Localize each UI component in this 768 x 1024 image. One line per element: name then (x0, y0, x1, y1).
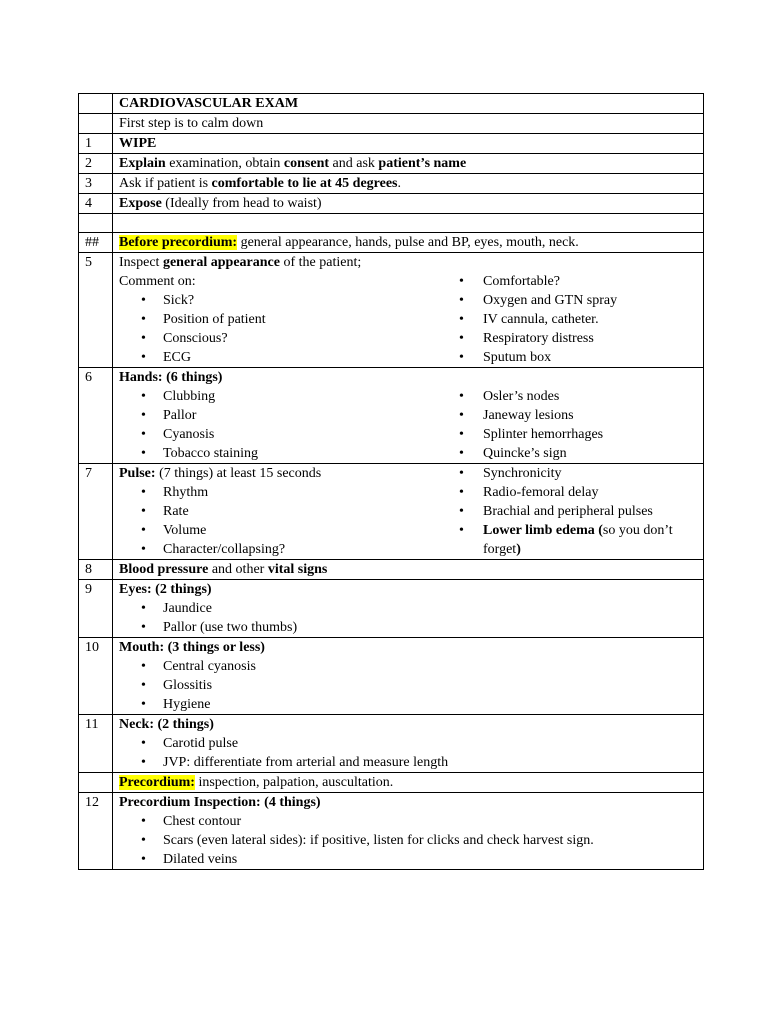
list-item: • ECG (119, 348, 459, 367)
row-number: 2 (79, 154, 113, 174)
list-item: • Volume (119, 521, 459, 540)
table-row (79, 773, 704, 793)
list-item: • Tobacco staining (119, 444, 459, 463)
list-item: • Janeway lesions (459, 406, 697, 425)
table-row (79, 194, 704, 214)
list-item: • Quincke’s sign (459, 444, 697, 463)
step-eyes: Eyes: (2 things) • Jaundice • Pallor (use two thumbs) (113, 580, 704, 638)
bullet-list (119, 812, 697, 869)
exam-table (78, 93, 704, 870)
exam-document (78, 93, 699, 870)
row-number: 10 (79, 638, 113, 715)
list-item: • Rhythm (119, 483, 459, 502)
table-row (79, 560, 704, 580)
list-item: • Scars (even lateral sides): if positive, listen for clicks and check harvest sign. (119, 831, 697, 850)
step-hands: Hands: (6 things) • Clubbing • Pallor • Cyanosis • Tobacco staining • Osler’s nodes • Janeway lesions • Splinter hemorrhages • Quincke’s sign (113, 368, 704, 464)
bullet-list (119, 734, 697, 772)
table-row (79, 114, 704, 134)
list-item: • Oxygen and GTN spray (459, 291, 697, 310)
list-item: • Chest contour (119, 812, 697, 831)
list-item: • IV cannula, catheter. (459, 310, 697, 329)
table-row (79, 580, 704, 638)
list-item: • Pallor (use two thumbs) (119, 618, 697, 637)
row-number: 6 (79, 368, 113, 464)
table-row (79, 233, 704, 253)
list-item: • Conscious? (119, 329, 459, 348)
bullet-list (119, 657, 697, 714)
table-row (79, 715, 704, 773)
step-position: Ask if patient is comfortable to lie at 45 degrees. (113, 174, 704, 194)
list-item: • Cyanosis (119, 425, 459, 444)
list-item: • Central cyanosis (119, 657, 697, 676)
step-precordium-inspection: Precordium Inspection: (4 things) • Chest contour • Scars (even lateral sides): if positive, listen for clicks and check harvest sign. • Dilated veins (113, 793, 704, 870)
bullet-list (119, 291, 459, 367)
step-pulse: Pulse: (7 things) at least 15 seconds • Rhythm • Rate • Volume • Character/collapsing? • Synchronicity • Radio-femoral delay • Brachial and peripheral pulses • Lower limb edema (so you don’t forget) (113, 464, 704, 560)
list-item: • Rate (119, 502, 459, 521)
list-item: • JVP: differentiate from arterial and measure length (119, 753, 697, 772)
row-number: 1 (79, 134, 113, 154)
list-item: • Jaundice (119, 599, 697, 618)
row-number: 7 (79, 464, 113, 560)
table-row (79, 464, 704, 560)
step-wipe: WIPE (119, 136, 157, 151)
step-general-appearance: Inspect general appearance of the patient; Comment on: • Sick? • Position of patient • Conscious? • ECG • Comfortable? • Oxygen and GTN spray • IV cannula, catheter. • Respiratory distress • Sputum box (113, 253, 704, 368)
table-row (79, 368, 704, 464)
list-item: • Dilated veins (119, 850, 697, 869)
row-number: ## (79, 233, 113, 253)
intro-text: First step is to calm down (113, 114, 704, 134)
bullet-list (119, 483, 459, 559)
section-before-precordium: Before precordium: general appearance, hands, pulse and BP, eyes, mouth, neck. (113, 233, 704, 253)
step-mouth: Mouth: (3 things or less) • Central cyanosis • Glossitis • Hygiene (113, 638, 704, 715)
section-label: Precordium: (119, 775, 195, 790)
list-item: • Clubbing (119, 387, 459, 406)
table-row (79, 253, 704, 368)
bullet-list (459, 272, 697, 367)
step-blood-pressure: Blood pressure and other vital signs (113, 560, 704, 580)
list-item: • Hygiene (119, 695, 697, 714)
list-item: • Osler’s nodes (459, 387, 697, 406)
bullet-list (459, 387, 697, 463)
bullet-list (119, 599, 697, 637)
section-precordium: Precordium: inspection, palpation, auscultation. (113, 773, 704, 793)
list-item: • Sputum box (459, 348, 697, 367)
list-item: • Comfortable? (459, 272, 697, 291)
table-row (79, 94, 704, 114)
list-item: • Carotid pulse (119, 734, 697, 753)
table-row (79, 154, 704, 174)
step-expose: Expose (Ideally from head to waist) (113, 194, 704, 214)
bullet-list (459, 464, 697, 559)
step-neck: Neck: (2 things) • Carotid pulse • JVP: differentiate from arterial and measure length (113, 715, 704, 773)
row-number: 4 (79, 194, 113, 214)
row-number: 11 (79, 715, 113, 773)
row-number: 3 (79, 174, 113, 194)
row-number: 12 (79, 793, 113, 870)
row-number: 8 (79, 560, 113, 580)
list-item: • Radio-femoral delay (459, 483, 697, 502)
list-item: • Splinter hemorrhages (459, 425, 697, 444)
row-number: 9 (79, 580, 113, 638)
list-item: • Pallor (119, 406, 459, 425)
list-item: • Position of patient (119, 310, 459, 329)
table-row (79, 134, 704, 154)
list-item: • Respiratory distress (459, 329, 697, 348)
row-number: 5 (79, 253, 113, 368)
list-item: • Lower limb edema (so you don’t forget) (459, 521, 697, 559)
table-row (79, 793, 704, 870)
bullet-list (119, 387, 459, 463)
list-item: • Sick? (119, 291, 459, 310)
list-item: • Character/collapsing? (119, 540, 459, 559)
list-item: • Synchronicity (459, 464, 697, 483)
step-explain: Explain examination, obtain consent and ask patient’s name (113, 154, 704, 174)
list-item: • Brachial and peripheral pulses (459, 502, 697, 521)
list-item: • Glossitis (119, 676, 697, 695)
exam-title: CARDIOVASCULAR EXAM (119, 96, 299, 111)
section-label: Before precordium: (119, 235, 238, 250)
table-row (79, 638, 704, 715)
table-row (79, 214, 704, 233)
table-row (79, 174, 704, 194)
